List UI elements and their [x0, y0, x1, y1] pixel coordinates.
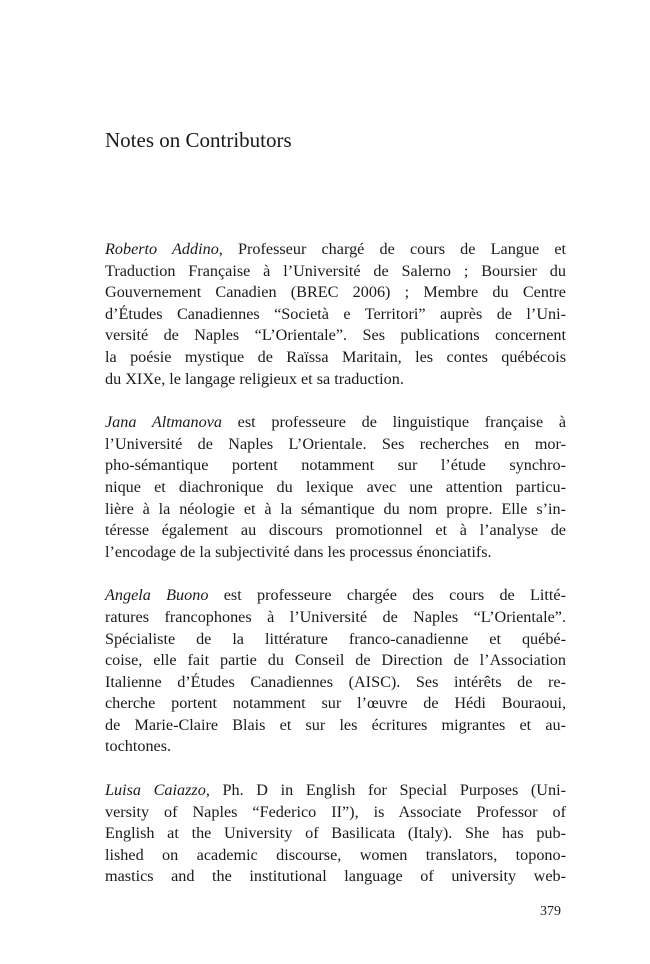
- text-line: versité de Naples “L’Orientale”. Ses publications concernent: [105, 326, 566, 345]
- text-line: [105, 412, 566, 434]
- contributor-entry-caiazzo: [105, 780, 566, 888]
- text-line: English at the University of Basilicata (Italy). She has pub-: [105, 824, 566, 843]
- text-line: versity of Naples “Federico II”), is Associate Professor of: [105, 802, 566, 821]
- text-line: tochtones.: [105, 737, 172, 756]
- text-line: la poésie mystique de Raïssa Maritain, les contes québécois: [105, 347, 566, 366]
- contributor-name: Angela Buono: [105, 586, 209, 605]
- text-line: pho-sémantique portent notamment sur l’étude synchro-: [105, 456, 566, 475]
- contributor-entry-buono: [105, 585, 566, 758]
- text-line: coise, elle fait partie du Conseil de Direction de l’Association: [105, 651, 566, 670]
- text-line: [105, 239, 566, 261]
- contributor-name: Jana Altmanova: [105, 413, 222, 432]
- text-line: Spécialiste de la littérature franco-canadienne et québé-: [105, 629, 566, 648]
- text-line: l’encodage de la subjectivité dans les processus énonciatifs.: [105, 542, 492, 561]
- text-line: lished on academic discourse, women translators, topono-: [105, 845, 566, 864]
- text-line: d’Études Canadiennes “Società e Territori” auprès de l’Uni-: [105, 304, 566, 323]
- contributors-list: [105, 239, 566, 910]
- text-line: téresse également au discours promotionnel et à l’analyse de: [105, 521, 566, 540]
- text-line: Gouvernement Canadien (BREC 2006) ; Membre du Centre: [105, 283, 566, 302]
- text-line: [105, 780, 566, 802]
- page-title: Notes on Contributors: [105, 128, 292, 152]
- text-line: mastics and the institutional language of university web-: [105, 867, 566, 886]
- text-line: Traduction Française à l’Université de Salerno ; Boursier du: [105, 261, 566, 280]
- contributor-name: Roberto Addino: [105, 240, 219, 258]
- line-text: , Professeur chargé de cours de Langue et: [218, 240, 567, 258]
- page-number: 379: [540, 904, 561, 919]
- text-line: de Marie-Claire Blais et sur les écritures migrantes et au-: [105, 715, 566, 734]
- contributor-entry-addino: [105, 239, 566, 390]
- text-line: nique et diachronique du lexique avec une attention particu-: [105, 477, 566, 496]
- contributor-entry-altmanova: [105, 412, 566, 563]
- line-text: est professeure chargée des cours de Litté-: [208, 586, 566, 605]
- line-text: , Ph. D in English for Special Purposes (Uni-: [205, 781, 566, 800]
- line-text: est professeure de linguistique française à: [222, 413, 567, 432]
- contributor-name: Luisa Caiazzo: [105, 781, 206, 800]
- text-line: Italienne d’Études Canadiennes (AISC). Ses intérêts de re-: [105, 672, 566, 691]
- text-line: du XIXe, le langage religieux et sa traduction.: [105, 369, 404, 388]
- text-line: ratures francophones à l’Université de Naples “L’Orientale”.: [105, 607, 566, 626]
- text-line: lière à la néologie et à la sémantique du nom propre. Elle s’in-: [105, 499, 566, 518]
- text-line: l’Université de Naples L’Orientale. Ses recherches en mor-: [105, 434, 566, 453]
- text-line: cherche portent notamment sur l’œuvre de Hédi Bouraoui,: [105, 694, 566, 713]
- text-line: [105, 585, 566, 607]
